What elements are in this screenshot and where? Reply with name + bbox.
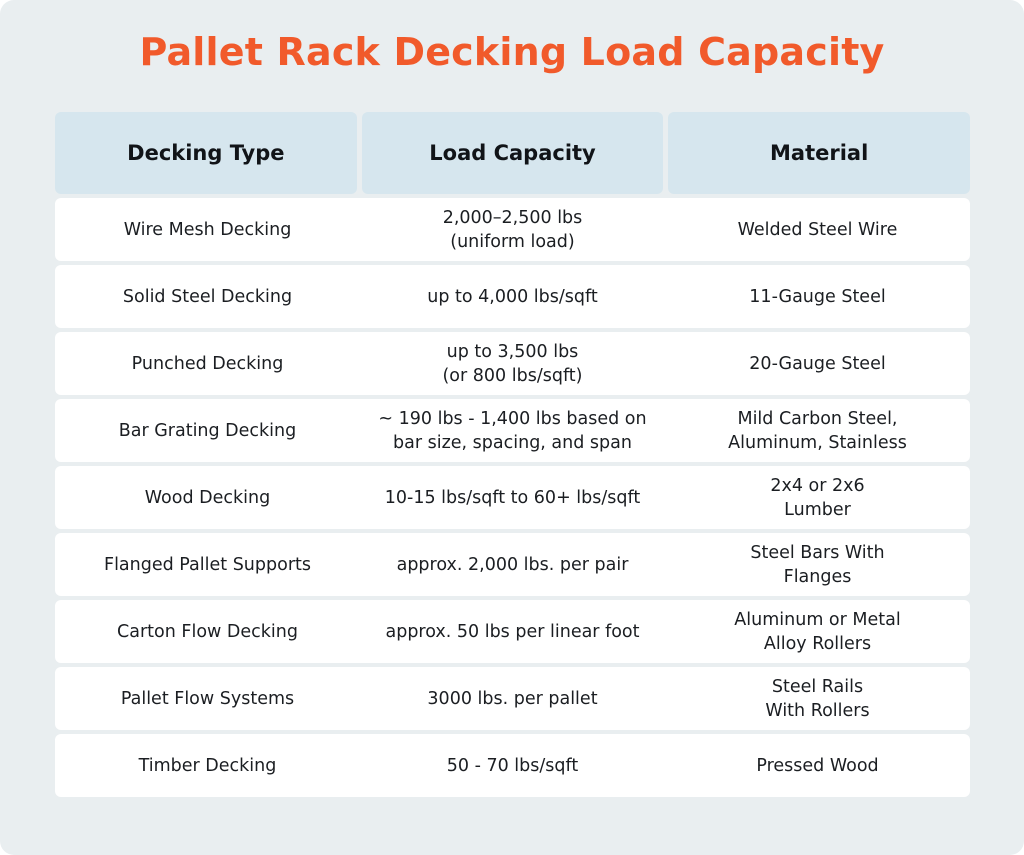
table-row — [55, 332, 970, 395]
cell-decking-type: Punched Decking — [131, 353, 284, 374]
cell-material: Welded Steel Wire — [737, 219, 898, 240]
cell-decking-type: Bar Grating Decking — [118, 420, 297, 441]
cell-decking-type: Timber Decking — [138, 755, 277, 776]
cell-load-capacity: up to 4,000 lbs/sqft — [427, 286, 598, 307]
cell-decking-type: Wire Mesh Decking — [123, 219, 292, 240]
cell-decking-type: Solid Steel Decking — [122, 286, 293, 307]
cell-load-capacity: ~ 190 lbs - 1,400 lbs based on bar size, spacing, and span — [378, 408, 647, 453]
cell-material: Pressed Wood — [756, 755, 879, 776]
table-row — [55, 533, 970, 596]
table-row — [55, 265, 970, 328]
cell-decking-type: Pallet Flow Systems — [120, 688, 295, 709]
cell-decking-type: Flanged Pallet Supports — [104, 554, 311, 575]
cell-load-capacity: 50 - 70 lbs/sqft — [446, 755, 579, 776]
load-capacity-table — [55, 112, 970, 801]
table-header-row — [55, 112, 970, 194]
header-material: Material — [668, 112, 970, 194]
cell-material: 2x4 or 2x6 Lumber — [770, 475, 865, 520]
cell-material: Mild Carbon Steel, Aluminum, Stainless — [728, 408, 907, 453]
cell-load-capacity: 2,000–2,500 lbs (uniform load) — [442, 207, 583, 252]
page-title: Pallet Rack Decking Load Capacity — [139, 30, 885, 74]
cell-material: 11-Gauge Steel — [749, 286, 886, 307]
table-row — [55, 466, 970, 529]
cell-load-capacity: approx. 2,000 lbs. per pair — [396, 554, 629, 575]
cell-material: Steel Bars With Flanges — [750, 542, 885, 587]
table-row — [55, 600, 970, 663]
cell-decking-type: Wood Decking — [144, 487, 271, 508]
header-decking-type: Decking Type — [55, 112, 357, 194]
cell-load-capacity: 3000 lbs. per pallet — [427, 688, 598, 709]
table-row — [55, 734, 970, 797]
cell-material: 20-Gauge Steel — [749, 353, 886, 374]
cell-material: Aluminum or Metal Alloy Rollers — [734, 609, 901, 654]
cell-load-capacity: 10-15 lbs/sqft to 60+ lbs/sqft — [384, 487, 641, 508]
cell-load-capacity: approx. 50 lbs per linear foot — [385, 621, 640, 642]
table-row — [55, 667, 970, 730]
cell-material: Steel Rails With Rollers — [765, 676, 870, 721]
table-row — [55, 198, 970, 261]
cell-load-capacity: up to 3,500 lbs (or 800 lbs/sqft) — [442, 341, 583, 386]
header-load-capacity: Load Capacity — [362, 112, 664, 194]
table-row — [55, 399, 970, 462]
cell-decking-type: Carton Flow Decking — [117, 621, 298, 642]
